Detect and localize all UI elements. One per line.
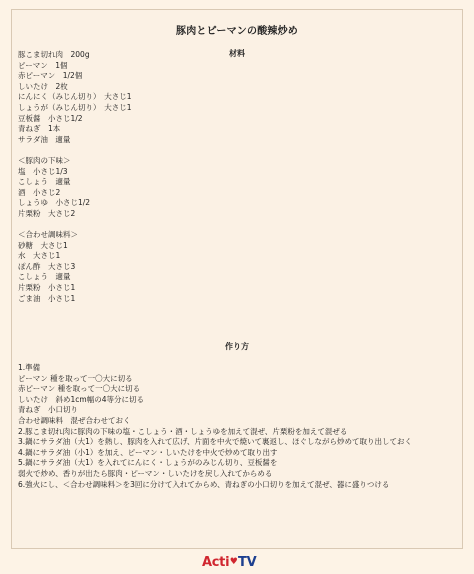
step-line: 弱火で炒め、香りが出たら豚肉・ピーマン・しいたけを戻し入れてからめる [18, 468, 273, 478]
step-line: 合わせ調味料 混ぜ合わせておく [18, 415, 131, 425]
step-line: 赤ピーマン 種を取って一〇大に切る [18, 384, 141, 394]
ingredient-line: 赤ピーマン 1/2個 [18, 71, 83, 81]
blank-line [18, 145, 132, 156]
ingredient-line: しょうゆ 小さじ1/2 [18, 198, 91, 208]
step-line: 2.豚こま切れ肉に豚肉の下味の塩・こしょう・酒・しょうゆを加えて混ぜ、片栗粉を加えて混ぜる [18, 426, 348, 436]
ingredient-line: ＜豚肉の下味＞ [18, 155, 71, 165]
recipe-card [11, 9, 463, 549]
ingredient-line: サラダ油 適量 [18, 134, 71, 144]
blank-line [18, 220, 132, 231]
ingredient-line: 片栗粉 小さじ1 [18, 283, 76, 293]
ingredient-line: にんにく（みじん切り） 大さじ1 [18, 92, 132, 102]
ingredient-line: ぽん酢 大さじ3 [18, 261, 76, 271]
logo-text-acti: Acti [202, 555, 230, 570]
ingredient-line: 豚こま切れ肉 200g [18, 50, 90, 59]
steps-heading: 作り方 [225, 342, 249, 351]
ingredient-line: 砂糖 大さじ1 [18, 240, 68, 250]
ingredient-line: こしょう 適量 [18, 272, 71, 282]
ingredients-heading: 材料 [229, 49, 245, 58]
heart-icon: ♥ [229, 557, 238, 567]
step-line: 6.強火にし、＜合わせ調味料＞を3回に分けて入れてからめ、青ねぎの小口切りを加えて混ぜ、器に盛りつける [18, 479, 390, 489]
step-line: しいたけ 斜め1cm幅の4等分に切る [18, 394, 144, 404]
ingredients-list [18, 50, 132, 304]
logo-text-tv: TV [238, 555, 257, 570]
ingredient-line: 豆板醤 小さじ1/2 [18, 113, 83, 123]
ingredient-line: 酒 小さじ2 [18, 187, 61, 197]
ingredient-line: 塩 小さじ1/3 [18, 166, 68, 176]
ingredient-line: 水 大さじ1 [18, 251, 61, 261]
step-line: 1.準備 [18, 363, 41, 372]
ingredient-line: しいたけ 2枚 [18, 81, 68, 91]
recipe-title: 豚肉とピーマンの酸辣炒め [176, 26, 298, 37]
ingredient-line: ごま油 小さじ1 [18, 293, 76, 303]
step-line: 3.鍋にサラダ油（大1）を熱し、豚肉を入れて広げ、片面を中火で焼いて裏返し、ほぐしながら炒めて取り出しておく [18, 437, 413, 447]
step-line: ピーマン 種を取って一〇大に切る [18, 373, 133, 383]
ingredient-line: ピーマン 1個 [18, 60, 68, 70]
ingredient-line: しょうが（みじん切り） 大さじ1 [18, 102, 132, 112]
step-line: 4.鍋にサラダ油（小1）を加え、ピーマン・しいたけを中火で炒めて取り出す [18, 447, 278, 457]
actitv-logo [202, 554, 274, 570]
steps-list [18, 363, 412, 490]
ingredient-line: 片栗粉 大さじ2 [18, 208, 76, 218]
ingredient-line: ＜合わせ調味料＞ [18, 230, 78, 240]
ingredient-line: 青ねぎ 1本 [18, 124, 61, 134]
step-line: 5.鍋にサラダ油（大1）を入れてにんにく・しょうがのみじん切り、豆板醤を [18, 458, 278, 468]
step-line: 青ねぎ 小口切り [18, 405, 78, 415]
ingredient-line: こしょう 適量 [18, 177, 71, 187]
